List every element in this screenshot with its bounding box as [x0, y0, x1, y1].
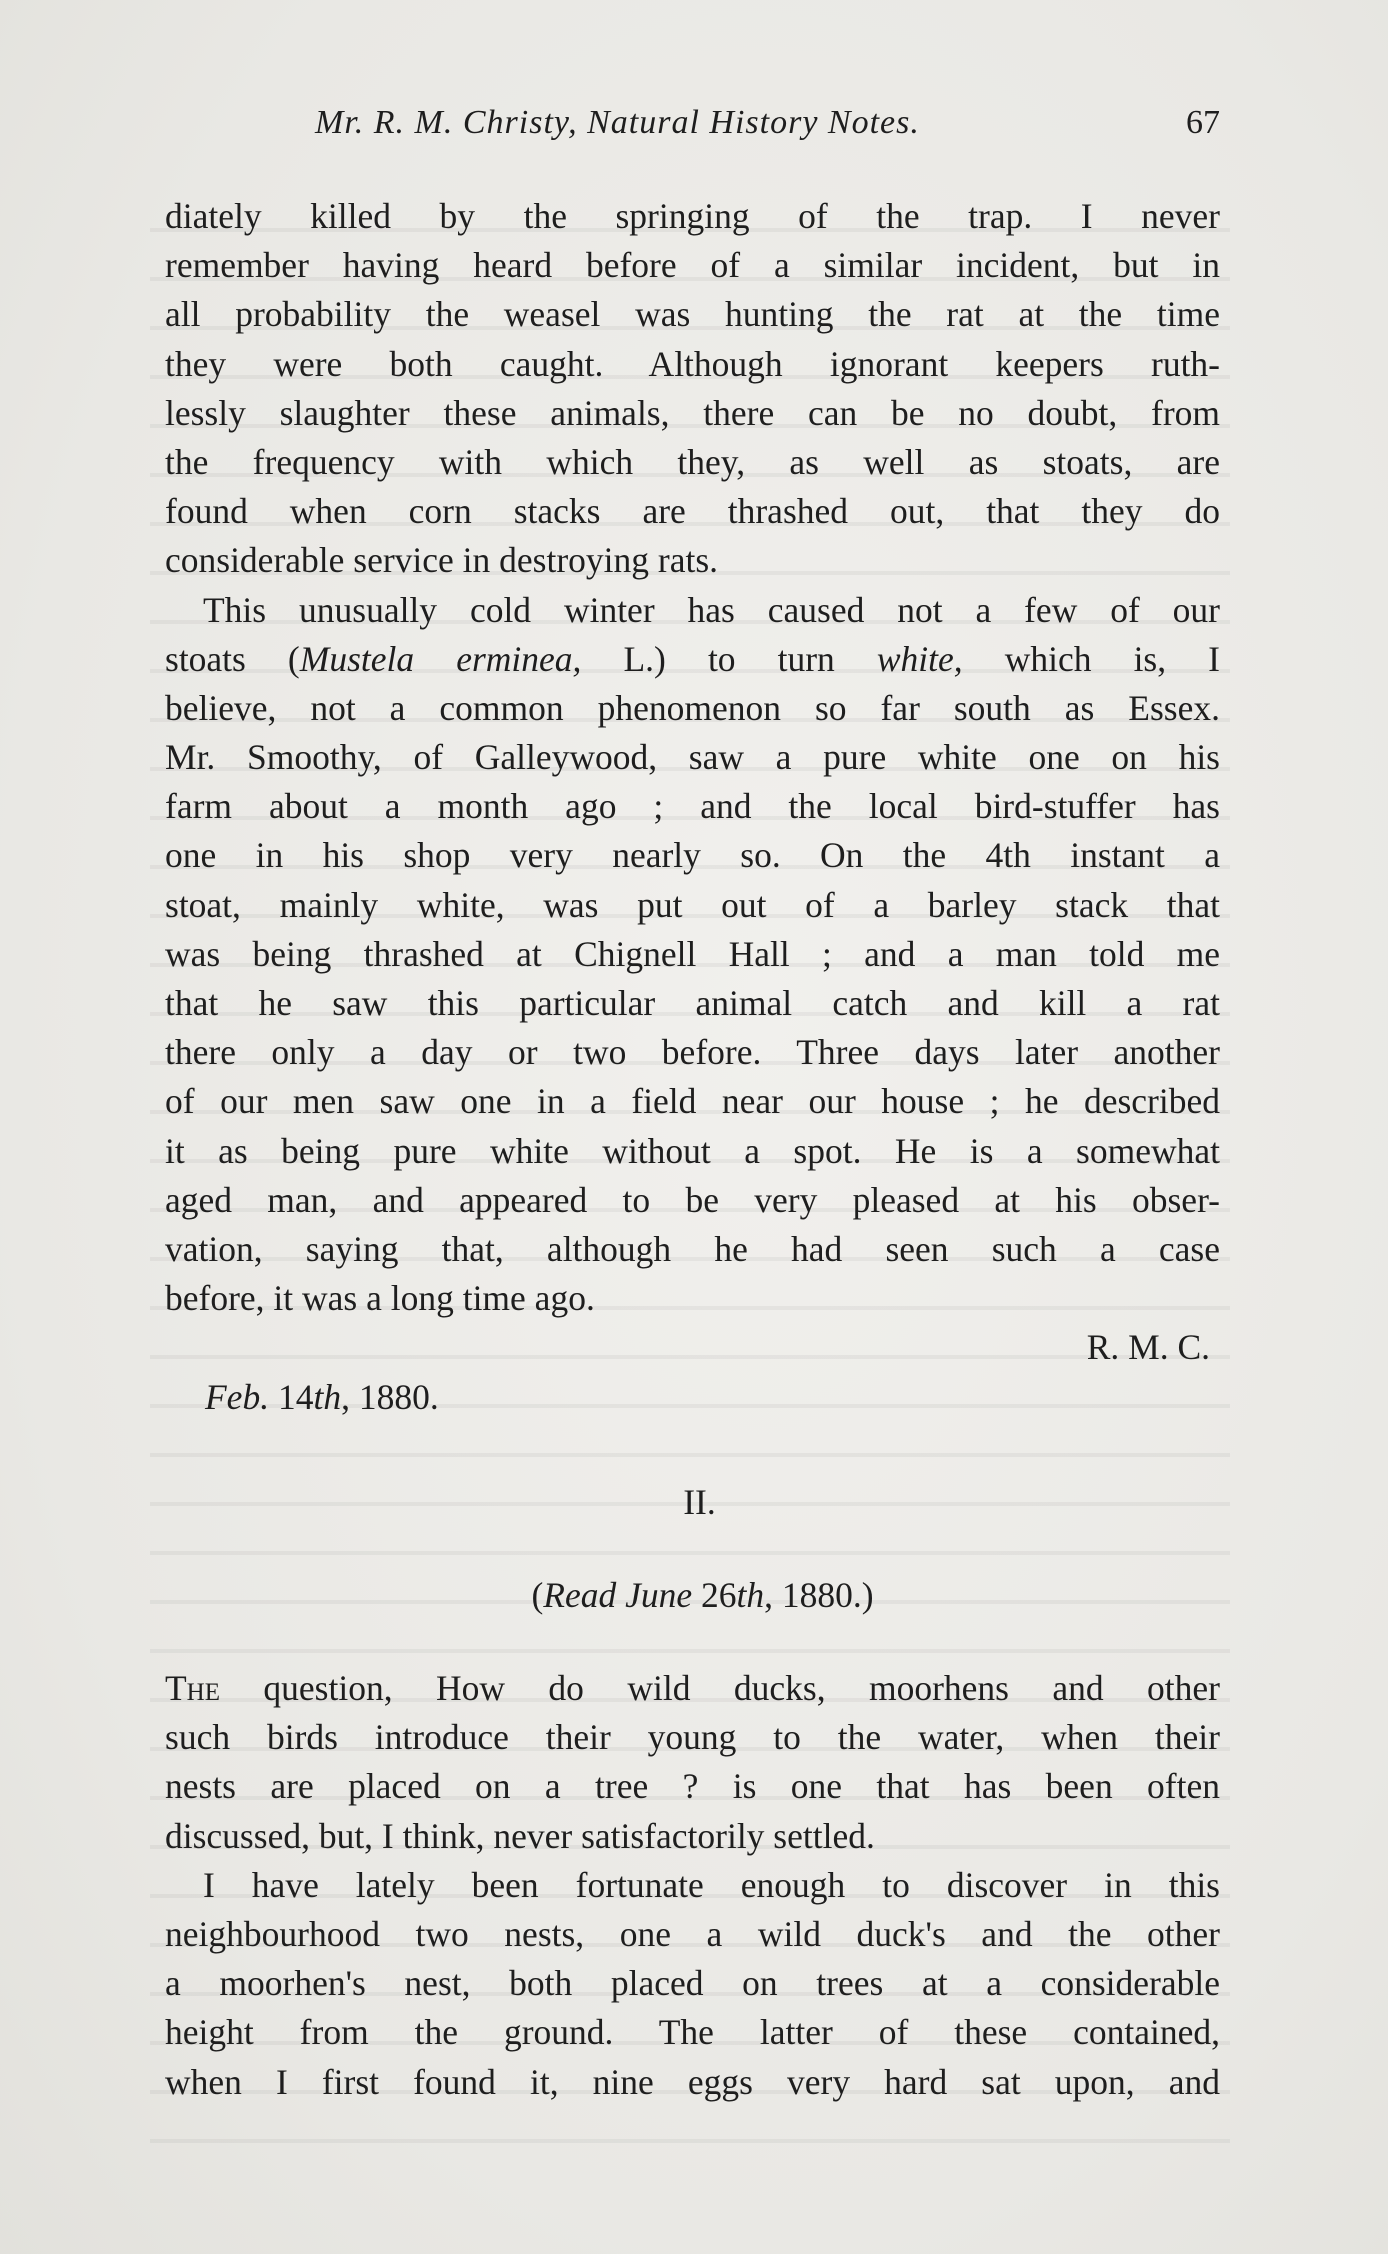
paragraph-nests — [165, 1861, 1220, 2107]
text-run: stoats ( — [165, 638, 300, 679]
paragraph-weasel — [165, 192, 1220, 586]
running-title: Mr. R. M. Christy, Natural History Notes. — [315, 104, 920, 141]
text-line: diately killed by the springing of the trap. I never — [165, 196, 1220, 236]
running-header — [160, 100, 1220, 150]
text-line: a moorhen's nest, both placed on trees at a considerable — [165, 1963, 1220, 2004]
text-line: This unusually cold winter has caused not a few of our — [203, 589, 1220, 630]
text-line-species — [165, 635, 1220, 684]
text-line: the frequency with which they, as well as stoats, are — [165, 441, 1220, 482]
text-line: I have lately been fortunate enough to discover in this — [203, 1864, 1220, 1905]
text-line: height from the ground. The latter of these contained, — [165, 2012, 1220, 2053]
text-line: of our men saw one in a field near our house ; he described — [165, 1081, 1220, 1122]
page-body — [165, 192, 1220, 2107]
text-line: neighbourhood two nests, one a wild duck's and the other — [165, 1914, 1220, 1954]
emphasis-white: white, — [876, 638, 963, 679]
text-line: vation, saying that, although he had seen such a case — [165, 1228, 1220, 1269]
read-label: Read June — [543, 1574, 693, 1615]
text-line: it as being pure white without a spot. He is a somewhat — [165, 1130, 1220, 1171]
text-line: all probability the weasel was hunting the rat at the time — [165, 294, 1220, 335]
read-date — [165, 1571, 1220, 1620]
text-run: which is, I — [962, 638, 1221, 679]
text-line: before, it was a long time ago. — [165, 1278, 595, 1319]
text-line: lessly slaughter these animals, there can be no doubt, from — [165, 392, 1220, 433]
text-line: stoat, mainly white, was put out of a barley stack that — [165, 884, 1220, 925]
text-line: Mr. Smoothy, of Galleywood, saw a pure white one on his — [165, 737, 1220, 778]
date-month: Feb. — [205, 1376, 270, 1417]
date-day-text: 14th, — [277, 1376, 350, 1417]
text-line: when I first found it, nine eggs very hard sat upon, and — [165, 2061, 1220, 2102]
species-name: Mustela erminea, — [299, 638, 582, 679]
text-line: nests are placed on a tree ? is one that has been often — [165, 1766, 1220, 1807]
text-line: believe, not a common phenomenon so far south as Essex. — [165, 687, 1220, 728]
text-line: aged man, and appeared to be very pleased at his obser- — [165, 1179, 1220, 1220]
text-line: that he saw this particular animal catch and kill a rat — [165, 983, 1220, 1023]
date-year: 1880. — [358, 1376, 439, 1417]
text-line: considerable service in destroying rats. — [165, 540, 719, 581]
paragraph-question — [165, 1664, 1220, 1861]
opening-word: The — [165, 1668, 221, 1709]
signature-initials: R. M. C. — [1086, 1327, 1210, 1368]
text-line: one in his shop very nearly so. On the 4th instant a — [165, 835, 1220, 876]
author-signature — [165, 1323, 1220, 1372]
paragraph-stoats — [165, 586, 1220, 1324]
text-line: was being thrashed at Chignell Hall ; and a man told me — [165, 933, 1220, 974]
dateline — [165, 1373, 1220, 1422]
page-number: 67 — [1186, 104, 1220, 141]
text-run: question, How do wild ducks, moorhens and other — [220, 1668, 1220, 1709]
text-line: they were both caught. Although ignorant keepers ruth- — [165, 343, 1220, 384]
date-day — [278, 1377, 350, 1417]
text-run: L.) to turn — [581, 638, 877, 679]
text-line: found when corn stacks are thrashed out, that they do — [165, 491, 1220, 532]
text-line: such birds introduce their young to the water, when their — [165, 1717, 1220, 1758]
text-line: discussed, but, I think, never satisfactorily settled. — [165, 1815, 875, 1856]
read-day: 26th, — [700, 1574, 773, 1615]
text-line: remember having heard before of a similar incident, but in — [165, 245, 1220, 286]
paren-open: ( — [531, 1574, 544, 1615]
section-heading: II. — [683, 1481, 716, 1522]
read-year: 1880.) — [781, 1574, 874, 1615]
text-line: farm about a month ago ; and the local bird-stuffer has — [165, 786, 1220, 827]
text-line-opening — [165, 1664, 1220, 1713]
text-line: there only a day or two before. Three days later another — [165, 1032, 1220, 1073]
